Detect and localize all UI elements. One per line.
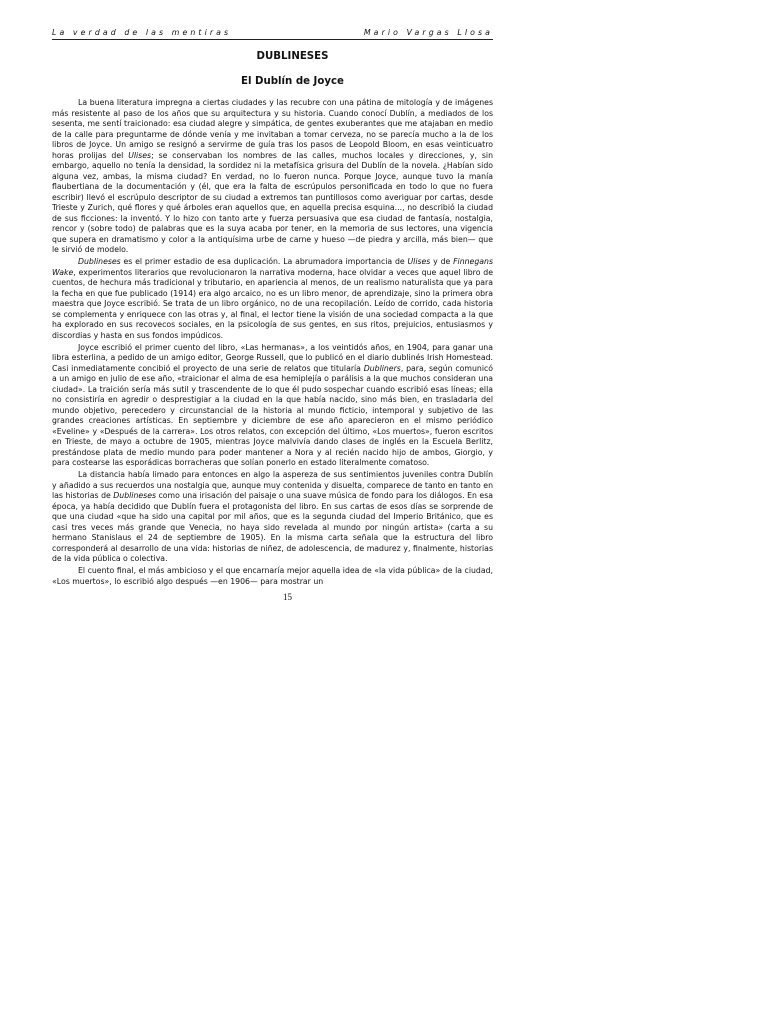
text-run: La buena literatura impregna a ciertas ciudades y las recubre con una pátina de mitología y de imágenes más resistente al paso de los años que su arquitectura y su historia. Cuando conocí Dublín, a mediados de los sesenta, me sentí traicionado: esa ciudad alegre y simpática, de gentes exuberantes que me atajaban en medio de la calle para preguntarme de dónde venía y me invitaban a tomar cerveza, no se parecía mucho a la de los libros de Joyce. Un amigo se resignó a servirme de guía tras los pasos de Leopold Bloom, en esas veinticuatro horas prolijas del bbox=[52, 98, 493, 160]
chapter-subtitle: El Dublín de Joyce bbox=[241, 76, 344, 87]
paragraph bbox=[52, 566, 493, 587]
italic-title-run: Finnegans Wake bbox=[52, 257, 493, 277]
text-run: El cuento final, el más ambicioso y el que encarnaría mejor aquella idea de «la vida pública» de la ciudad, «Los muertos», lo escribió algo después —en 1906— para mostrar un bbox=[52, 566, 493, 586]
paragraph bbox=[52, 257, 493, 341]
paragraph bbox=[52, 343, 493, 469]
text-run: es el primer estadio de esa duplicación. La abrumadora importancia de bbox=[120, 257, 408, 266]
header-book-title: La verdad de las mentiras bbox=[52, 28, 232, 37]
italic-title-run: Dublineses bbox=[78, 257, 121, 266]
chapter-title: DUBLINESES bbox=[256, 51, 329, 62]
text-run: y de bbox=[430, 257, 454, 266]
text-run: La distancia había limado para entonces en algo la aspereza de sus sentimientos juveniles contra Dublín y añadido a sus recuerdos una nostalgia que, aunque muy contenida y disuelta, comparece de tanto en tanto en las historias de bbox=[52, 470, 493, 500]
italic-title-run: Dublineses bbox=[113, 491, 157, 500]
text-run: como una irisación del paisaje o una suave música de fondo para los diálogos. En esa época, ya había decidido que Dublín fuera el protagonista del libro. En sus cartas de esos días se sorprende de que una ciudad «que ha sido una capital por mil años, que es la segunda ciudad del Imperio Británico, que es casi tres veces más grande que Venecia, no haya sido revelada al mundo por ningún artista» (carta a su hermano Stanislaus el 24 de septiembre de 1905). En la misma carta señala que la estructura del libro corresponderá al desarrollo de una vida: historias de niñez, de adolescencia, de madurez y, finalmente, historias de la vida pública o colectiva. bbox=[52, 491, 493, 563]
text-run: , para, según comunicó a un amigo en julio de ese año, «traicionar el alma de esa hemiplejía o parálisis a la que muchos consideran una ciudad». La traición sería más sutil y trascendente de lo que él pudo sospechar cuando escribió esas líneas; ella no consistiría en agredir o desprestigiar a la ciudad en la que había nacido, sino más bien, en trasladarla del mundo objetivo, perecedero y circunstancial de la historia al mundo ficticio, intemporal y subjetivo de las grandes creaciones artísticas. En septiembre y diciembre de ese año aparecieron en el mismo periódico «Eveline» y «Después de la carrera». Los otros relatos, con excepción del último, «Los muertos», fueron escritos en Trieste, de mayo a octubre de 1905, mientras Joyce malvivía dando clases de inglés en la Escuela Berlitz, prestándose plata de medio mundo para poder mantener a Nora y al recién nacido hijo de ambos, Giorgio, y para costearse las esporádicas borracheras que solían ponerlo en estado literalmente comatoso. bbox=[52, 363, 493, 467]
paragraph bbox=[52, 98, 493, 256]
header-author: Mario Vargas Llosa bbox=[363, 28, 493, 37]
document-page bbox=[52, 28, 493, 602]
text-run: , experimentos literarios que revolucionaron la narrativa moderna, hace olvidar a veces que aquel libro de cuentos, de hechura más tradicional y tributario, en apariencia al menos, de un realismo naturalista que ya para la fecha en que fue publicado (1914) era algo arcaico, no es un libro menor, de aprendizaje, sino la primera obra maestra que Joyce escribió. Se trata de un libro orgánico, no de una recopilación. Leído de corrido, cada historia se complementa y enriquece con las otras y, al final, el lector tiene la visión de una sociedad compacta a la que ha explorado en sus recovecos sociales, en la psicología de sus gentes, en sus ritos, prejuicios, entusiasmos y discordias y hasta en sus fondos impúdicos. bbox=[52, 267, 493, 340]
running-header bbox=[52, 28, 493, 40]
body-text bbox=[52, 98, 493, 587]
page-number: 15 bbox=[283, 592, 292, 602]
italic-title-run: Ulises bbox=[407, 257, 431, 266]
paragraph bbox=[52, 470, 493, 565]
italic-title-run: Ulises bbox=[128, 150, 152, 160]
text-run: Joyce escribió el primer cuento del libro, «Las hermanas», a los veintidós años, en 1904, para ganar una libra esterlina, a pedido de un amigo editor, George Russell, que lo publicó en el diario dublinés Irish Homestead. Casi inmediatamente concibió el proyecto de una serie de relatos que titularía bbox=[52, 342, 493, 373]
text-run: ; se conservaban los nombres de las calles, muchos locales y direcciones, y, sin embargo, aquello no tenía la densidad, la sordidez ni la metafísica grisura del Dublín de la novela. ¿Habían sido alguna vez, ambas, la misma ciudad? En verdad, no lo fueron nunca. Porque Joyce, aunque tuvo la manía flaubertiana de la documentación y (él, que era la falta de escrúpulos personificada en todo lo que no fuera escribir) llevó el escrúpulo descriptor de su ciudad a extremos tan puntillosos como averiguar por cartas, desde Trieste y Zurich, qué flores y qué árboles eran aquellos que, en aquella precisa esquina..., no describió la ciudad de sus ficciones: la inventó. Y lo hizo con tanto arte y fuerza persuasiva que esa ciudad de fantasía, nostalgia, rencor y (sobre todo) de palabras que es la suya acaba por tener, en la memoria de sus lectores, una vigencia que supera en dramatismo y color a la antiquísima urbe de carne y hueso —de piedra y arcilla, más bien— que le sirvió de modelo. bbox=[52, 150, 493, 254]
italic-title-run: Dubliners bbox=[363, 363, 401, 373]
